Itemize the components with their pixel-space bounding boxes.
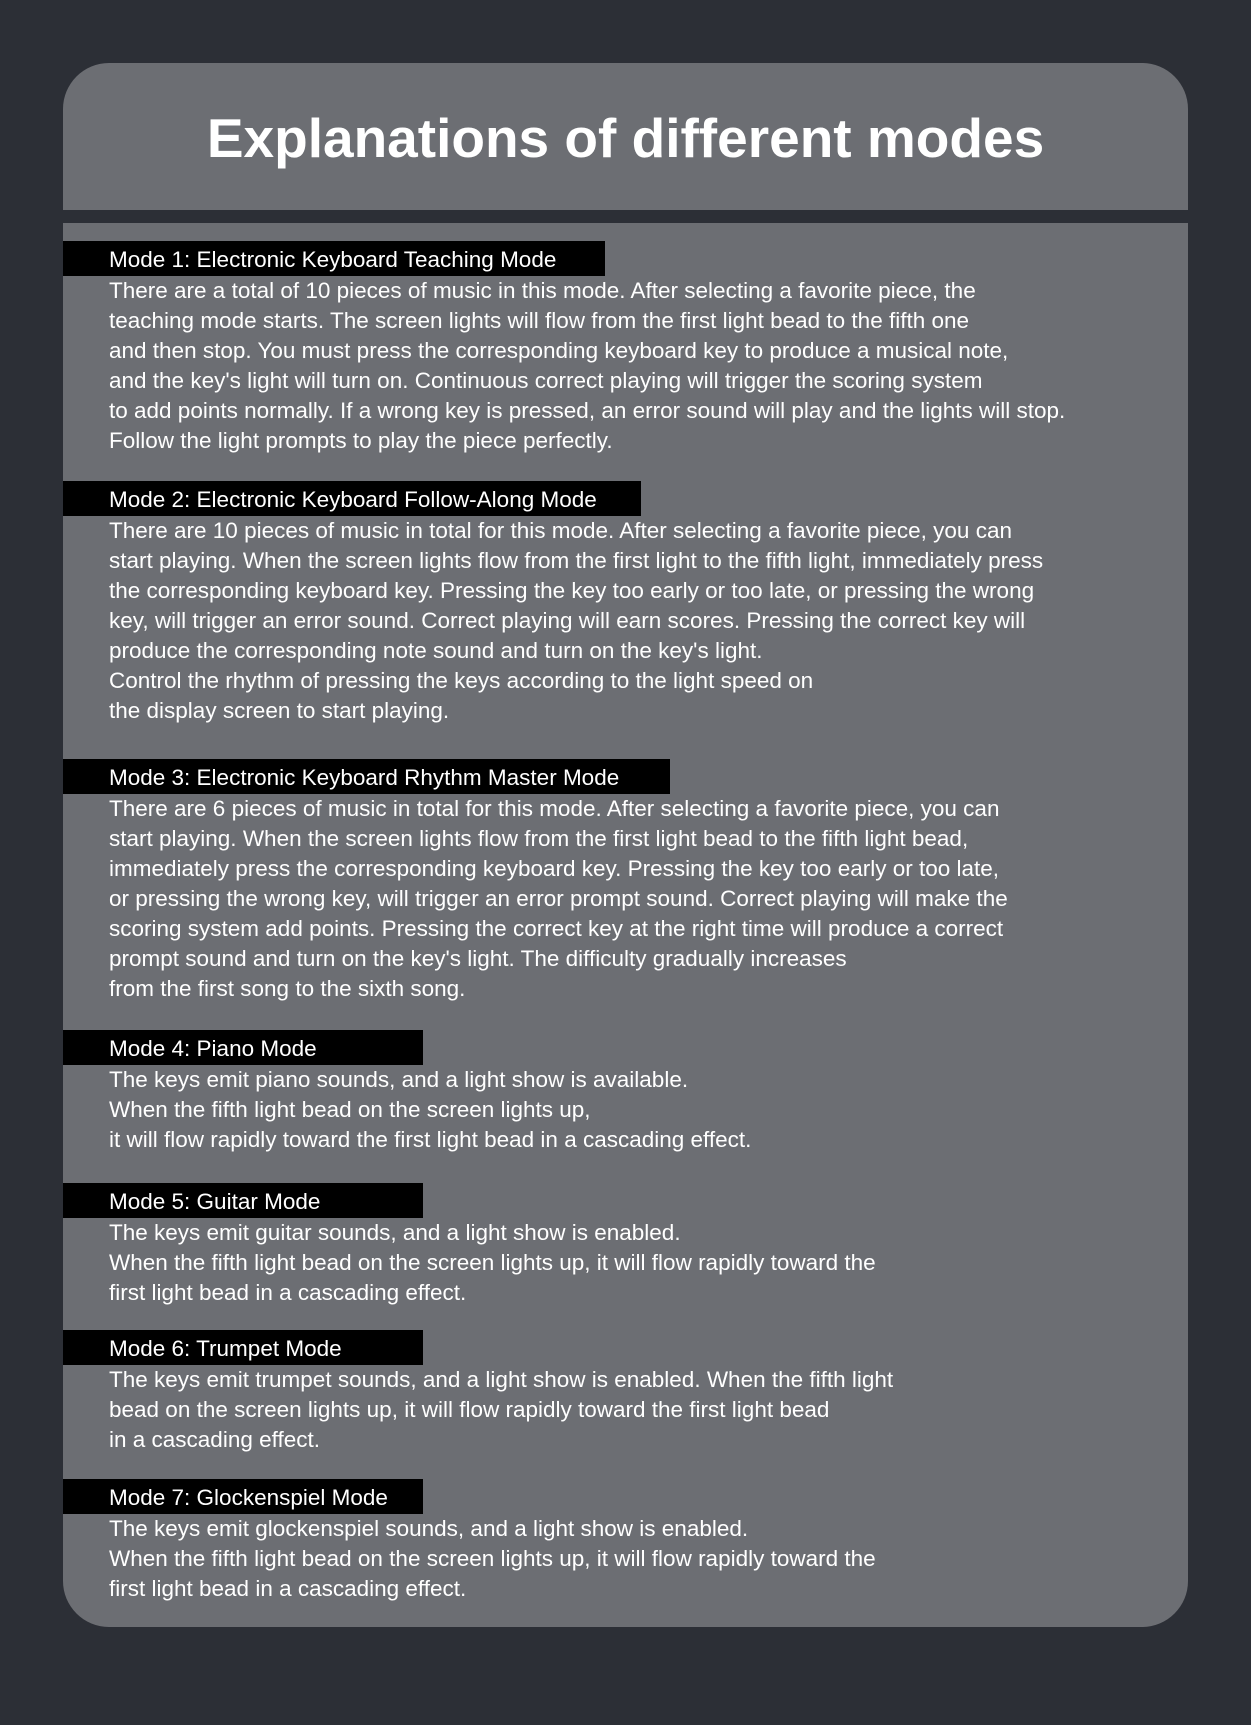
mode-5-label: Mode 5: Guitar Mode: [63, 1183, 423, 1218]
mode-1-description: There are a total of 10 pieces of music in this mode. After selecting a favorite piece, the teaching mode starts. The screen lights will flow from the first light bead to the fifth one and then stop. You must press the corresponding keyboard key to produce a musical note, and the key's light will turn on. Continuous correct playing will trigger the scoring system to add points normally. If a wrong key is pressed, an error sound will play and the lights will stop. Follow the light prompts to play the piece perfectly.: [109, 278, 1066, 453]
mode-section-7: [63, 1479, 1188, 1604]
header-divider: [63, 210, 1188, 223]
mode-section-1: [63, 241, 1188, 456]
mode-1-label: Mode 1: Electronic Keyboard Teaching Mode: [63, 241, 605, 276]
mode-section-2: [63, 481, 1188, 726]
mode-4-description: The keys emit piano sounds, and a light show is available. When the fifth light bead on the screen lights up, it will flow rapidly toward the first light bead in a cascading effect.: [109, 1067, 752, 1152]
mode-2-description: There are 10 pieces of music in total for this mode. After selecting a favorite piece, you can start playing. When the screen lights flow from the first light to the fifth light, immediately press the corresponding keyboard key. Pressing the key too early or too late, or pressing the wrong key, will trigger an error sound. Correct playing will earn scores. Pressing the correct key will produce the corresponding note sound and turn on the key's light. Control the rhythm of pressing the keys according to the light speed on the display screen to start playing.: [109, 518, 1044, 723]
mode-7-description: The keys emit glockenspiel sounds, and a light show is enabled. When the fifth light bead on the screen lights up, it will flow rapidly toward the first light bead in a cascading effect.: [109, 1516, 876, 1601]
mode-section-6: [63, 1330, 1188, 1455]
mode-6-description: The keys emit trumpet sounds, and a light show is enabled. When the fifth light bead on the screen lights up, it will flow rapidly toward the first light bead in a cascading effect.: [109, 1367, 894, 1452]
mode-5-description: The keys emit guitar sounds, and a light show is enabled. When the fifth light bead on the screen lights up, it will flow rapidly toward the first light bead in a cascading effect.: [109, 1220, 876, 1305]
mode-4-label: Mode 4: Piano Mode: [63, 1030, 423, 1065]
mode-3-description: There are 6 pieces of music in total for this mode. After selecting a favorite piece, you can start playing. When the screen lights flow from the first light bead to the fifth light bead, immediately press the corresponding keyboard key. Pressing the key too early or too late, or pressing the wrong key, will trigger an error prompt sound. Correct playing will make the scoring system add points. Pressing the correct key at the right time will produce a correct prompt sound and turn on the key's light. The difficulty gradually increases from the first song to the sixth song.: [109, 796, 1008, 1001]
mode-3-label: Mode 3: Electronic Keyboard Rhythm Master Mode: [63, 759, 670, 794]
mode-section-5: [63, 1183, 1188, 1308]
mode-2-label: Mode 2: Electronic Keyboard Follow-Along Mode: [63, 481, 641, 516]
mode-section-4: [63, 1030, 1188, 1155]
mode-6-label: Mode 6: Trumpet Mode: [63, 1330, 423, 1365]
mode-section-3: [63, 759, 1188, 1004]
header: [63, 63, 1188, 210]
mode-7-label: Mode 7: Glockenspiel Mode: [63, 1479, 423, 1514]
page-title: Explanations of different modes: [206, 106, 1045, 169]
modes-panel: [63, 63, 1188, 1627]
